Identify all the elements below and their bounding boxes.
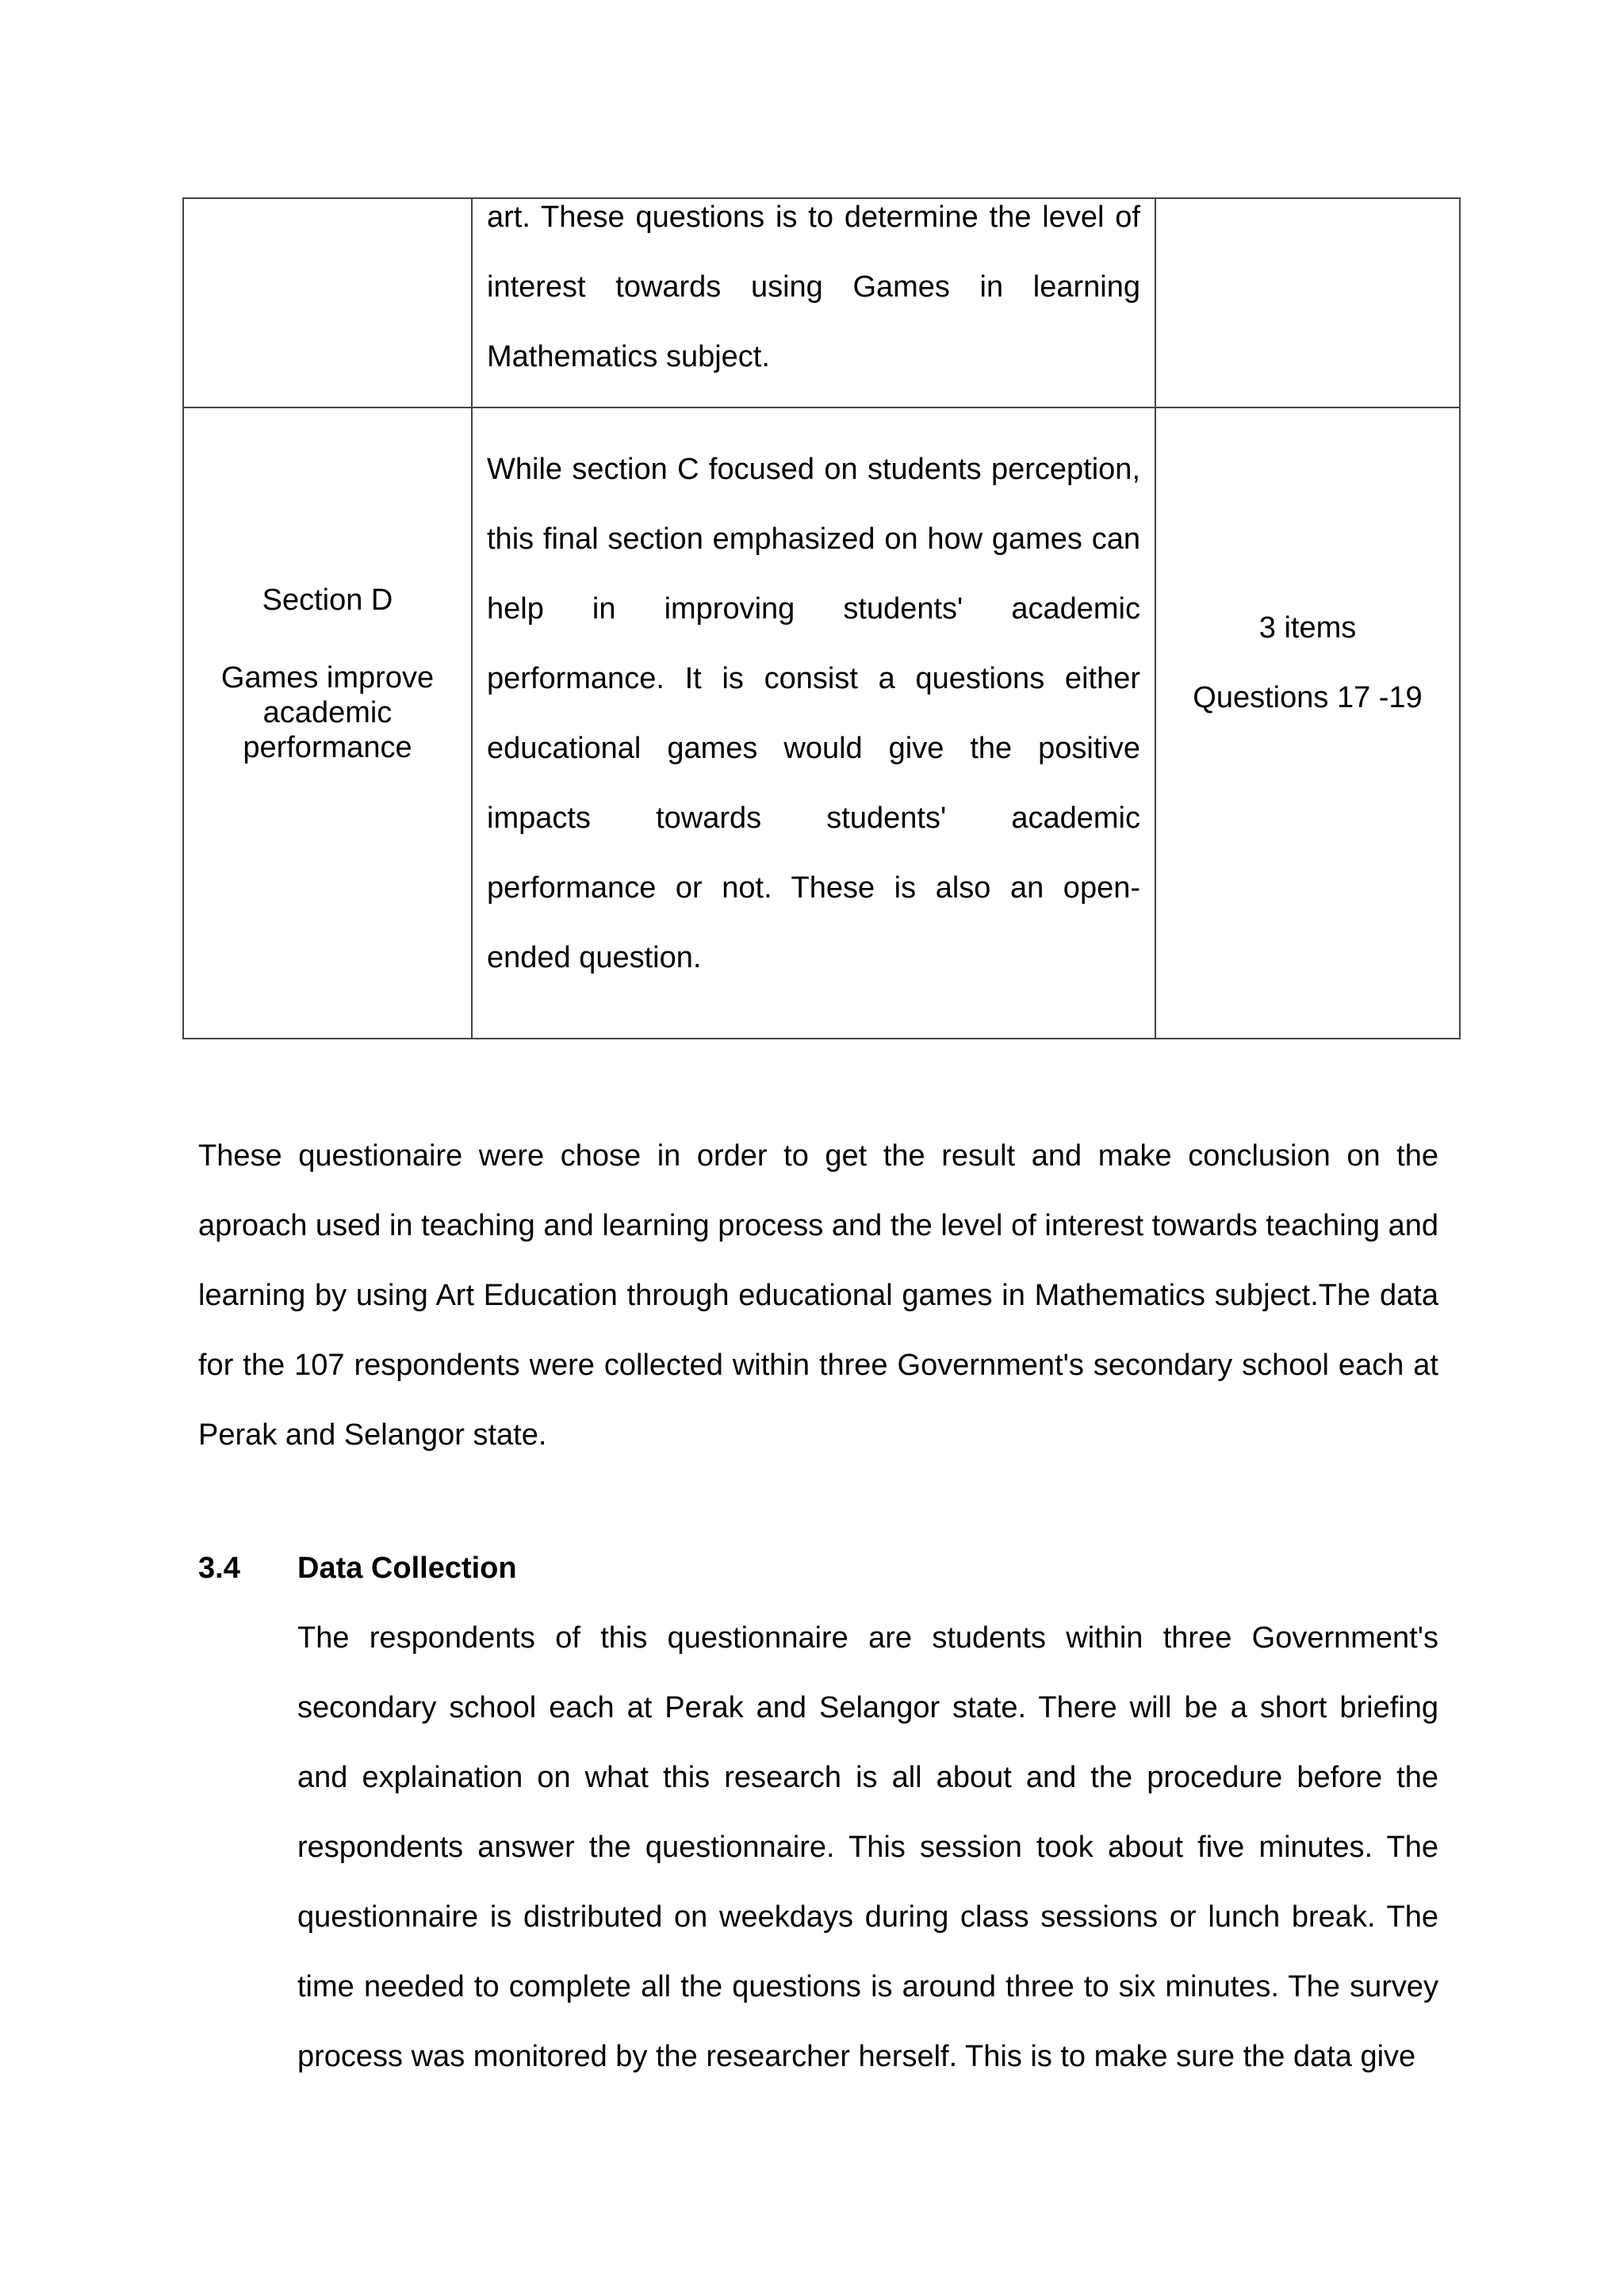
section-label: Section D bbox=[262, 584, 393, 617]
description-text: art. These questions is to determine the level of interest towards using Games in learning Mathematics subject. bbox=[487, 201, 1140, 373]
items-count: 3 items bbox=[1258, 611, 1357, 645]
section-cell bbox=[183, 198, 472, 408]
description-cell bbox=[472, 408, 1155, 1039]
items-cell bbox=[1155, 198, 1460, 408]
table-row bbox=[183, 198, 1460, 408]
description-text: While section C focused on students perception, this final section emphasized on how games can help in improving students' academic performance. It is consist a questions either educational games would give the positive impacts towards students' academic performance or not. These is also an open-ended question. bbox=[487, 453, 1140, 974]
paragraph-questionnaire-summary: These questionaire were chose in order to get the result and make conclusion on the aproach used in teaching and learning process and the level of interest towards teaching and learning by using Art Education through educational games in Mathematics subject.The data for the 107 respondents were collected within three Government's secondary school each at Perak and Selangor state. bbox=[198, 1139, 1438, 1452]
section-number: 3.4 bbox=[198, 1552, 240, 1585]
section-cell bbox=[183, 408, 472, 1039]
section-topic: Games improve academic performance bbox=[220, 661, 435, 764]
questionnaire-table bbox=[182, 197, 1461, 1039]
items-cell bbox=[1155, 408, 1460, 1039]
section-title: Data Collection bbox=[297, 1552, 517, 1585]
description-cell bbox=[472, 198, 1155, 408]
section-heading bbox=[198, 1533, 517, 1603]
items-range: Questions 17 -19 bbox=[1193, 681, 1423, 714]
paragraph-data-collection: The respondents of this questionnaire are students within three Government's secondary school each at Perak and Selangor state. There will be a short briefing and explaination on what this research is all about and the procedure before the respondents answer the questionnaire. This session took about five minutes. The questionnaire is distributed on weekdays during class sessions or lunch break. The time needed to complete all the questions is around three to six minutes. The survey process was monitored by the researcher herself. This is to make sure the data give bbox=[297, 1621, 1438, 2073]
table-row bbox=[183, 408, 1460, 1039]
